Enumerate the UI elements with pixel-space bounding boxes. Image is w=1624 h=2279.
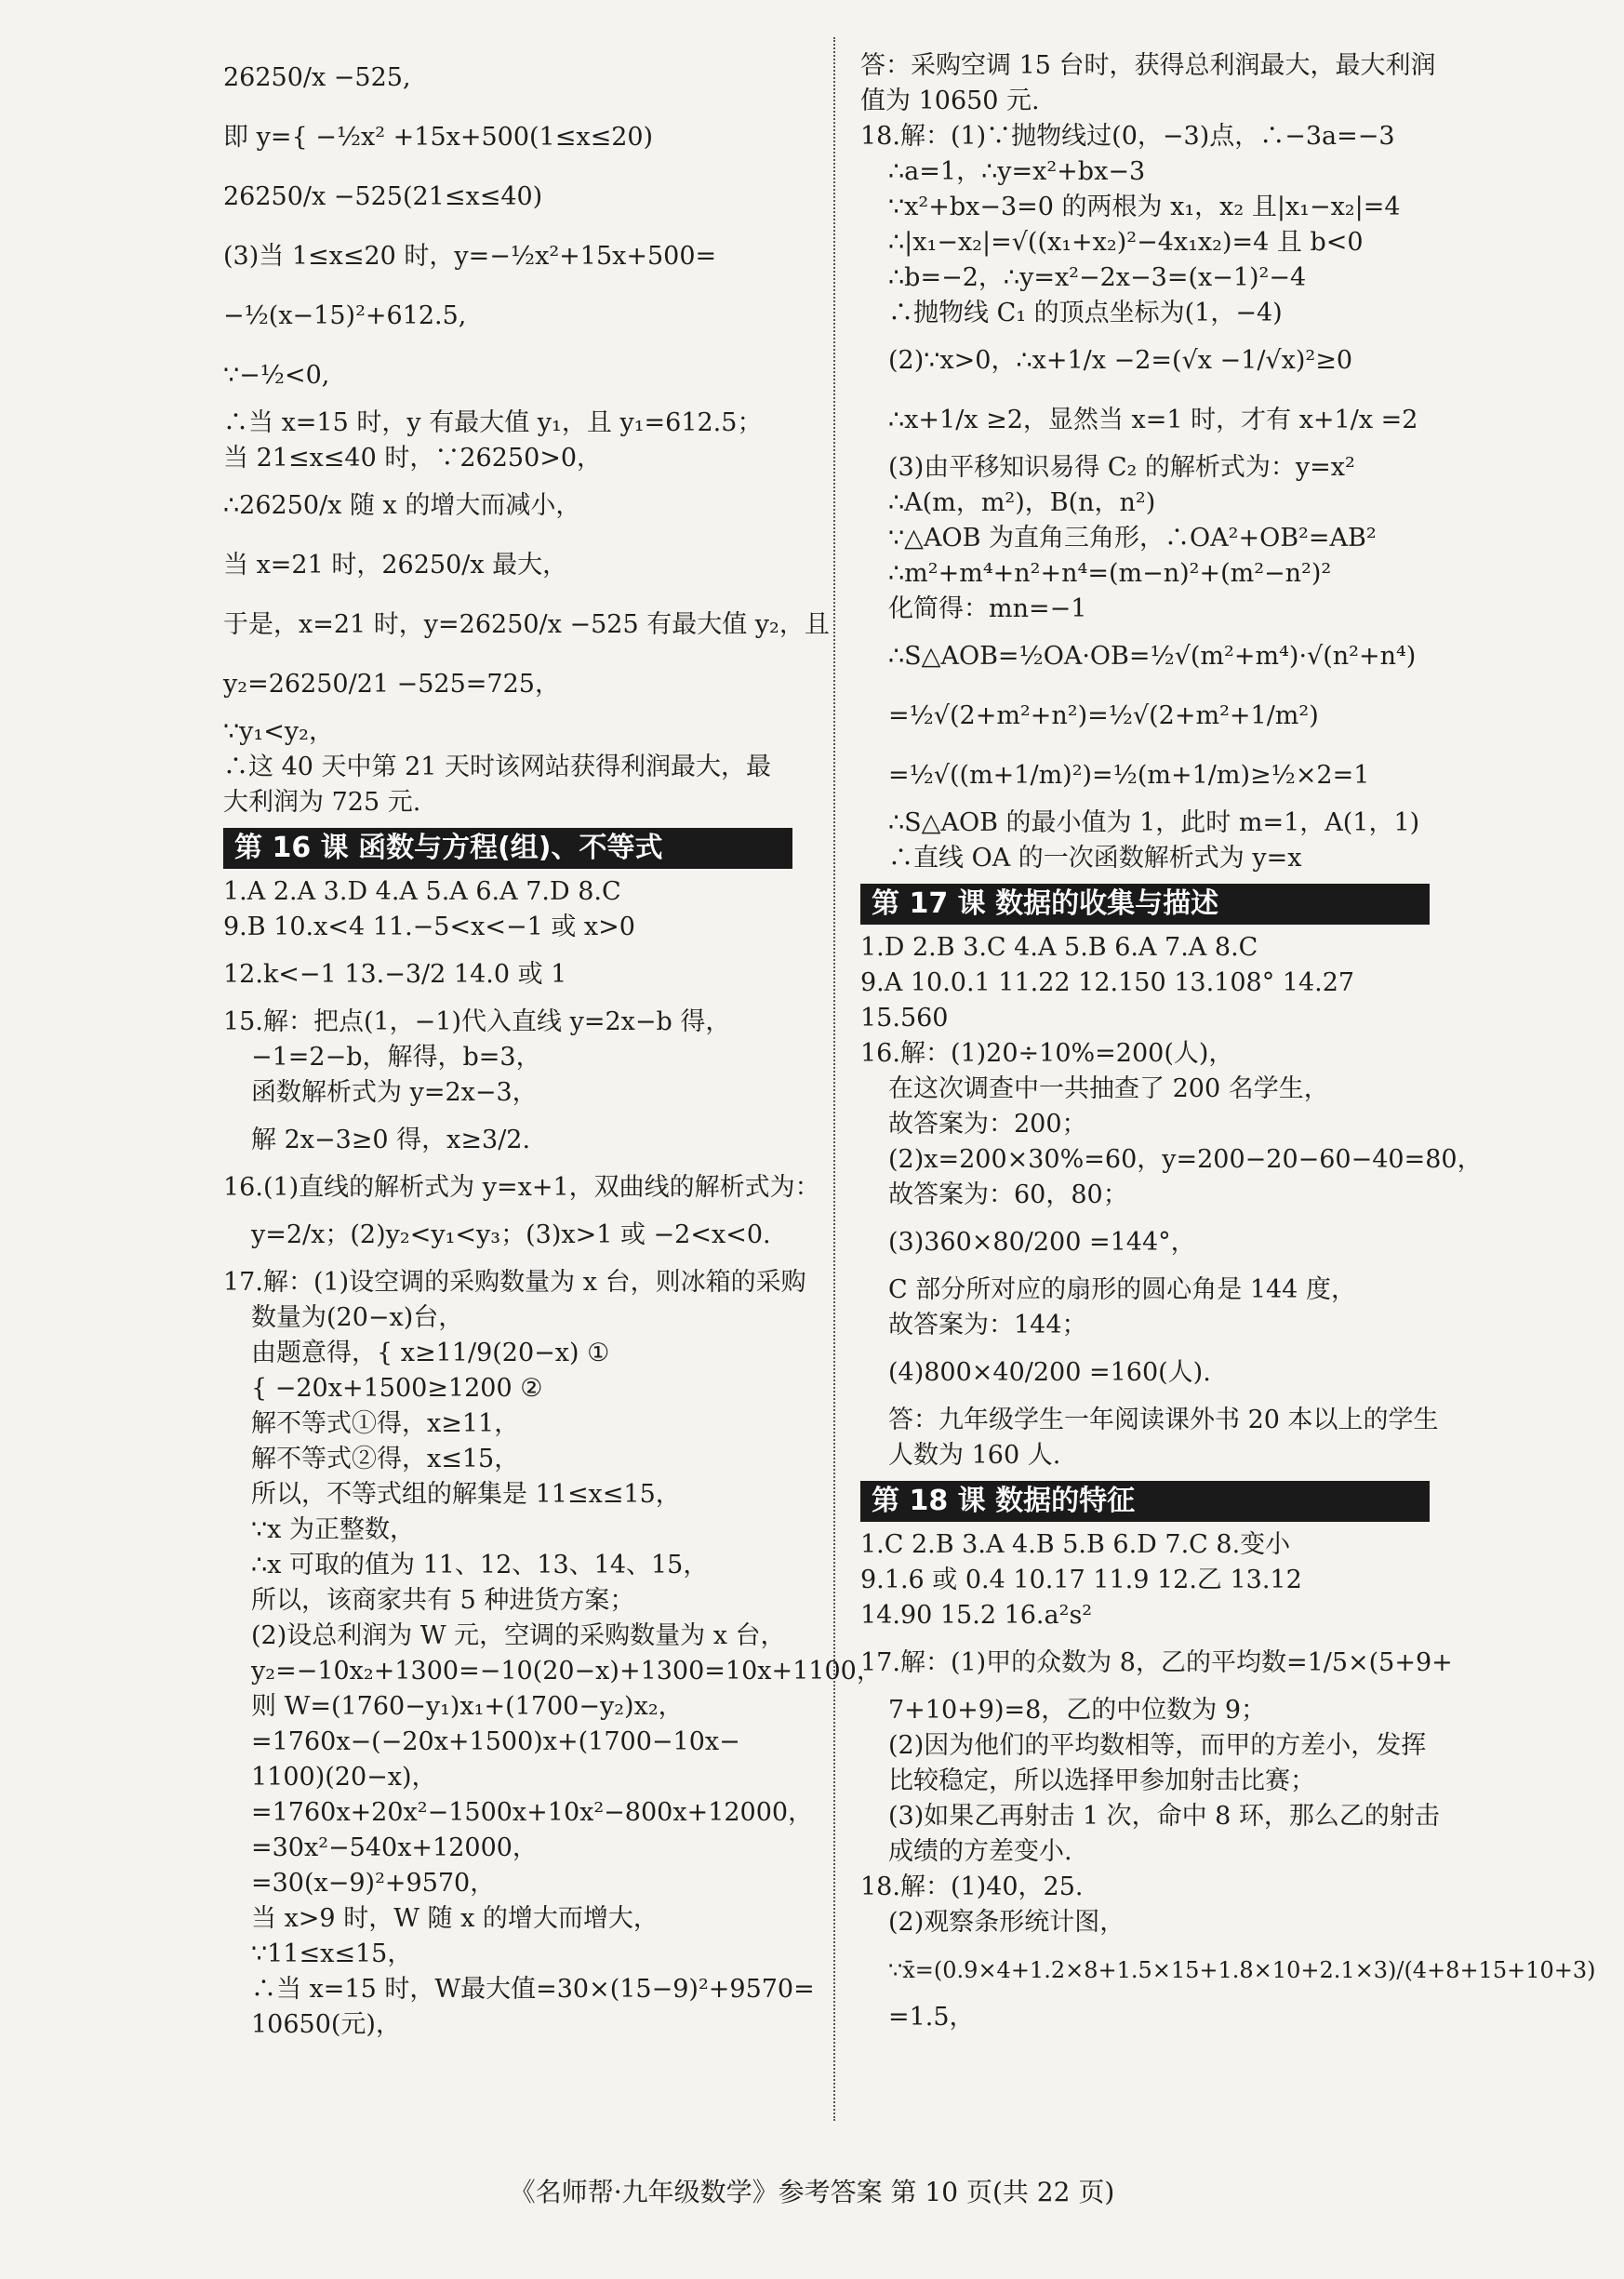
text-line: ∴当 x=15 时，y 有最大值 y₁，且 y₁=612.5；	[223, 408, 763, 437]
text-line: 解不等式①得，x≥11，	[251, 1409, 520, 1438]
text-line: =1760x−(−20x+1500)x+(1700−10x−	[251, 1727, 740, 1756]
text-line: 7+10+9)=8，乙的中位数为 9；	[888, 1696, 1267, 1725]
text-line: (3)由平移知识易得 C₂ 的解析式为：y=x²	[888, 453, 1355, 482]
text-line: 18.解：(1)∵抛物线过(0，−3)点，∴−3a=−3	[860, 122, 1395, 151]
text-line: ∴这 40 天中第 21 天时该网站获得利润最大，最	[223, 753, 772, 781]
text-line: 故答案为：144；	[888, 1311, 1087, 1339]
text-line: =1760x+20x²−1500x+10x²−800x+12000，	[251, 1798, 814, 1827]
text-line: 1.C 2.B 3.A 4.B 5.B 6.D 7.C 8.变小	[860, 1530, 1291, 1559]
text-line: 答：九年级学生一年阅读课外书 20 本以上的学生	[888, 1406, 1439, 1434]
text-line: −½(x−15)²+612.5,	[223, 301, 467, 330]
text-line: =½√((m+1/m)²)=½(m+1/m)≥½×2=1	[888, 761, 1370, 790]
text-line: −1=2−b，解得，b=3，	[251, 1043, 541, 1072]
text-line: 9.B 10.x<4 11.−5<x<−1 或 x>0	[223, 913, 635, 941]
text-line: 即 y={ −½x² +15x+500(1≤x≤20)	[223, 123, 654, 152]
text-line: 在这次调查中一共抽查了 200 名学生，	[888, 1074, 1329, 1103]
text-line: ∴|x₁−x₂|=√((x₁+x₂)²−4x₁x₂)=4 且 b<0	[888, 228, 1364, 257]
text-line: 当 21≤x≤40 时，∵26250>0，	[223, 444, 603, 473]
text-line: 大利润为 725 元.	[223, 788, 421, 817]
section-header-16: 第 16 课 函数与方程(组)、不等式	[223, 828, 792, 869]
text-line: C 部分所对应的扇形的圆心角是 144 度，	[888, 1275, 1356, 1304]
text-line: 26250/x −525,	[223, 63, 411, 92]
text-line: ∵x̄=(0.9×4+1.2×8+1.5×15+1.8×10+2.1×3)/(4+8+15+10+3)	[888, 1957, 1596, 1983]
text-line: 当 x=21 时，26250/x 最大，	[223, 551, 568, 580]
section-header-18: 第 18 课 数据的特征	[860, 1481, 1430, 1522]
text-line: (2)x=200×30%=60，y=200−20−60−40=80，	[888, 1145, 1483, 1174]
text-line: ∴直线 OA 的一次函数解析式为 y=x	[888, 844, 1302, 873]
text-line: 15.560	[860, 1004, 949, 1033]
right-column	[860, 48, 1596, 2035]
text-line: 14.90 15.2 16.a²s²	[860, 1601, 1093, 1630]
answer-block-15-cont	[223, 48, 830, 820]
section-18-answers	[860, 1527, 1596, 2035]
text-line: 故答案为：200；	[888, 1110, 1087, 1139]
text-line: ∴抛物线 C₁ 的顶点坐标为(1，−4)	[888, 299, 1283, 327]
text-line: 18.解：(1)40，25.	[860, 1873, 1084, 1901]
text-line: 函数解析式为 y=2x−3，	[251, 1078, 538, 1107]
page-footer: 《名师帮·九年级数学》参考答案 第 10 页(共 22 页)	[509, 2177, 1115, 2207]
text-line: 9.A 10.0.1 11.22 12.150 13.108° 14.27	[860, 968, 1355, 997]
text-line: 17.解：(1)设空调的采购数量为 x 台，则冰箱的采购	[223, 1268, 806, 1297]
text-line: 1100)(20−x)，	[251, 1763, 437, 1792]
text-line: ∵y₁<y₂，	[223, 717, 334, 746]
text-line: ∴a=1，∴y=x²+bx−3	[888, 157, 1146, 186]
section-17-answers	[860, 930, 1493, 1473]
text-line: 则 W=(1760−y₁)x₁+(1700−y₂)x₂，	[251, 1692, 684, 1721]
text-line: 答：采购空调 15 台时，获得总利润最大，最大利润	[860, 51, 1436, 80]
text-line: 9.1.6 或 0.4 10.17 11.9 12.乙 13.12	[860, 1566, 1302, 1594]
section-16-answers	[223, 874, 882, 2043]
text-line: 于是，x=21 时，y=26250/x −525 有最大值 y₂，且	[223, 610, 830, 639]
text-line: 16.(1)直线的解析式为 y=x+1，双曲线的解析式为：	[223, 1173, 820, 1202]
answer-block-17-18	[860, 48, 1493, 876]
text-line: =30(x−9)²+9570，	[251, 1869, 496, 1898]
text-line: 故答案为：60，80；	[888, 1180, 1128, 1209]
text-line: ∵−½<0,	[223, 361, 330, 390]
text-line: 人数为 160 人.	[888, 1441, 1061, 1470]
text-line: 解 2x−3≥0 得，x≥3/2.	[251, 1126, 531, 1154]
text-line: y₂=−10x₂+1300=−10(20−x)+1300=10x+1100，	[251, 1657, 882, 1686]
text-line: { −20x+1500≥1200 ②	[251, 1374, 543, 1403]
text-line: (2)设总利润为 W 元，空调的采购数量为 x 台，	[251, 1621, 786, 1650]
text-line: ∴m²+m⁴+n²+n⁴=(m−n)²+(m²−n²)²	[888, 559, 1332, 588]
text-line: (3)当 1≤x≤20 时，y=−½x²+15x+500=	[223, 242, 717, 271]
text-line: (3)360×80/200 =144°，	[888, 1228, 1196, 1257]
column-divider	[833, 37, 835, 2121]
text-line: ∵△AOB 为直角三角形，∴OA²+OB²=AB²	[888, 524, 1377, 553]
text-line: 1.A 2.A 3.D 4.A 5.A 6.A 7.D 8.C	[223, 877, 621, 906]
text-line: (2)∵x>0，∴x+1/x −2=(√x −1/√x)²≥0	[888, 346, 1353, 375]
text-line: (2)因为他们的平均数相等，而甲的方差小，发挥	[888, 1731, 1427, 1760]
text-line: ∴当 x=15 时，W最大值=30×(15−9)²+9570=	[251, 1975, 815, 2004]
text-line: ∴A(m，m²)，B(n，n²)	[888, 488, 1156, 517]
text-line: (3)如果乙再射击 1 次，命中 8 环，那么乙的射击	[888, 1802, 1440, 1831]
text-line: 比较稳定，所以选择甲参加射击比赛；	[888, 1766, 1315, 1795]
text-line: =30x²−540x+12000，	[251, 1833, 538, 1862]
text-line: y=2/x；(2)y₂<y₁<y₃；(3)x>1 或 −2<x<0.	[251, 1220, 771, 1249]
section-header-17: 第 17 课 数据的收集与描述	[860, 884, 1430, 925]
left-column	[223, 48, 882, 2043]
text-line: ∴b=−2，∴y=x²−2x−3=(x−1)²−4	[888, 263, 1307, 292]
text-line: ∵x 为正整数，	[251, 1515, 415, 1544]
text-line: 解不等式②得，x≤15，	[251, 1445, 520, 1473]
text-line: 16.解：(1)20÷10%=200(人)，	[860, 1039, 1234, 1068]
text-line: 26250/x −525(21≤x≤40)	[223, 182, 543, 211]
text-line: ∴26250/x 随 x 的增大而减小，	[223, 491, 581, 520]
text-line: 当 x>9 时，W 随 x 的增大而增大，	[251, 1904, 659, 1933]
text-line: ∴S△AOB 的最小值为 1，此时 m=1，A(1，1)	[888, 808, 1420, 837]
text-line: 值为 10650 元.	[860, 87, 1040, 115]
text-line: 成绩的方差变小.	[888, 1837, 1072, 1866]
text-line: 数量为(20−x)台，	[251, 1303, 464, 1332]
text-line: 10650(元)，	[251, 2010, 401, 2039]
text-line: 17.解：(1)甲的众数为 8，乙的平均数=1/5×(5+9+	[860, 1648, 1453, 1677]
text-line: =½√(2+m²+n²)=½√(2+m²+1/m²)	[888, 701, 1319, 730]
text-line: 所以，该商家共有 5 种进货方案；	[251, 1586, 635, 1615]
text-line: (2)观察条形统计图，	[888, 1908, 1125, 1937]
text-line: ∵11≤x≤15，	[251, 1939, 413, 1968]
text-line: ∵x²+bx−3=0 的两根为 x₁，x₂ 且|x₁−x₂|=4	[888, 193, 1401, 221]
text-line: (4)800×40/200 =160(人).	[888, 1358, 1211, 1387]
text-line: 15.解：把点(1，−1)代入直线 y=2x−b 得，	[223, 1007, 731, 1036]
text-line: ∴S△AOB=½OA·OB=½√(m²+m⁴)·√(n²+n⁴)	[888, 642, 1417, 671]
text-line: ∴x 可取的值为 11、12、13、14、15，	[251, 1551, 709, 1579]
text-line: 1.D 2.B 3.C 4.A 5.B 6.A 7.A 8.C	[860, 933, 1258, 962]
text-line: 由题意得，{ x≥11/9(20−x) ①	[251, 1339, 610, 1367]
text-line: ∴x+1/x ≥2，显然当 x=1 时，才有 x+1/x =2	[888, 406, 1418, 434]
text-line: =1.5，	[888, 2003, 975, 2032]
text-line: 12.k<−1 13.−3/2 14.0 或 1	[223, 960, 567, 989]
text-line: 所以，不等式组的解集是 11≤x≤15，	[251, 1480, 681, 1509]
text-line: 化简得：mn=−1	[888, 594, 1087, 623]
text-line: y₂=26250/21 −525=725，	[223, 670, 560, 699]
